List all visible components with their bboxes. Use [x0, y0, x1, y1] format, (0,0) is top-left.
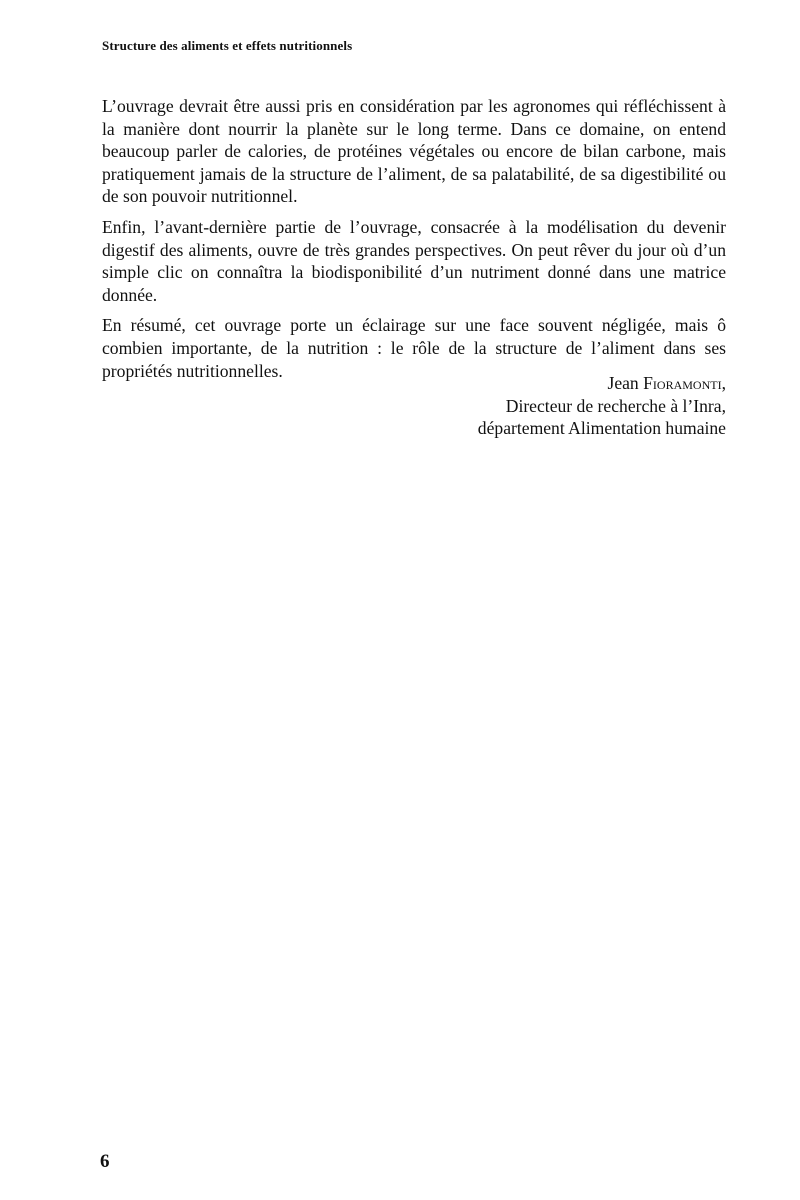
- signature-block: [478, 372, 726, 440]
- author-first-name: Jean: [607, 373, 639, 393]
- author-department: département Alimentation humaine: [477, 418, 726, 439]
- paragraph-3: En résumé, cet ouvrage porte un éclairage sur une face souvent négligée, mais ô combien importante, de la nutrition : le rôle de la structure de l’aliment dans ses propriétés nutritionnelles.: [102, 315, 726, 381]
- page-number: 6: [100, 1151, 110, 1172]
- author-last-name: Fioramonti: [643, 373, 722, 393]
- author-name-line: [478, 372, 726, 395]
- paragraph-2: Enfin, l’avant-dernière partie de l’ouvrage, consacrée à la modélisation du devenir digestif des aliments, ouvre de très grandes perspectives. On peut rêver du jour où d’un simple clic on connaîtra la biodisponibilité d’un nutriment donné dans une matrice donnée.: [102, 216, 726, 305]
- body-text: [102, 95, 726, 390]
- running-header-title: Structure des aliments et effets nutritionnels: [102, 38, 353, 53]
- author-position: Directeur de recherche à l’Inra,: [505, 395, 726, 416]
- author-name-comma: ,: [721, 373, 726, 393]
- paragraph-1: L’ouvrage devrait être aussi pris en considération par les agronomes qui réfléchissent à la manière dont nourrir la planète sur le long terme. Dans ce domaine, on entend beaucoup parler de calories, de protéines végétales ou encore de bilan carbone, mais pratiquement jamais de la structure de l’aliment, de sa palatabilité, de sa digestibilité ou de son pouvoir nutritionnel.: [102, 96, 726, 207]
